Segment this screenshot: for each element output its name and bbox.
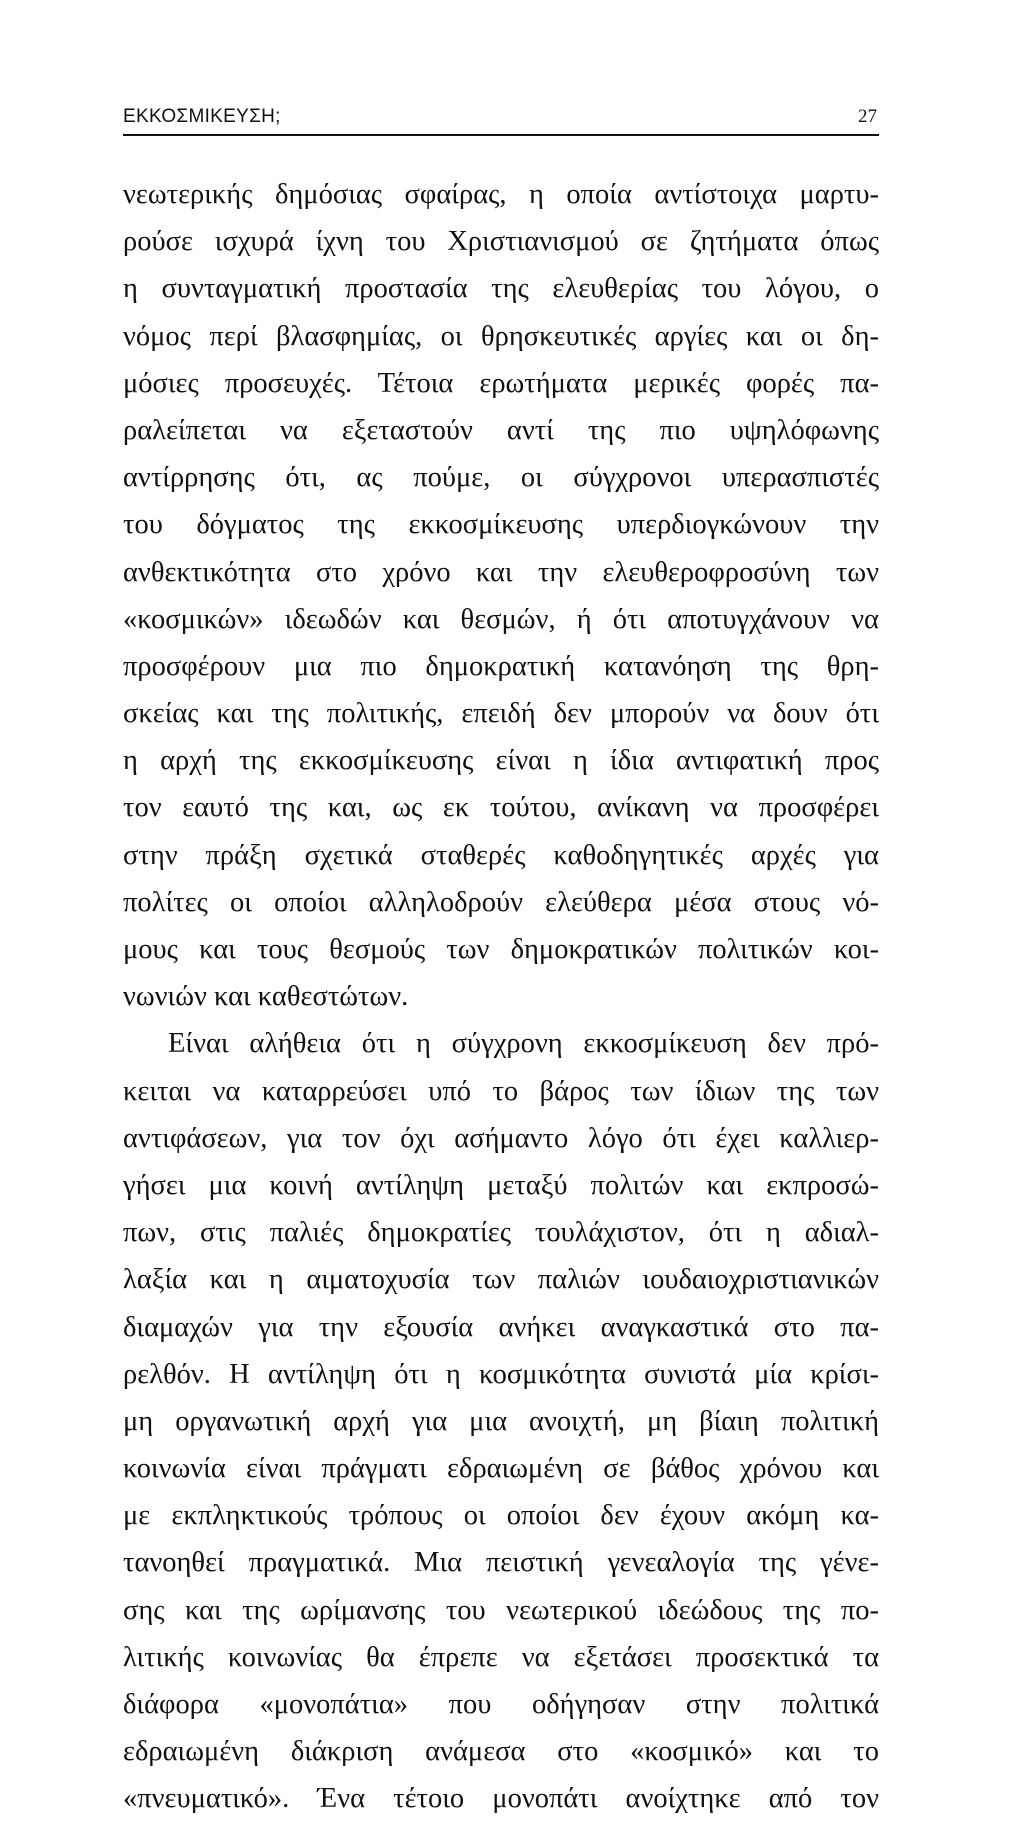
text-line: γήσει μια κοινή αντίληψη μεταξύ πολιτών και εκπροσώ- bbox=[123, 1169, 879, 1201]
text-line: διάφορα «μονοπάτια» που οδήγησαν στην πολιτικά bbox=[123, 1689, 879, 1720]
text-line: με εκπληκτικούς τρόπους οι οποίοι δεν έχουν ακόμη κα- bbox=[123, 1500, 879, 1532]
text-line: προσφέρουν μια πιο δημοκρατική κατανόηση της θρη- bbox=[123, 650, 879, 682]
paragraph bbox=[123, 171, 879, 1020]
text-line: νόμος περί βλασφημίας, οι θρησκευτικές αργίες και οι δη- bbox=[123, 320, 879, 352]
text-line: αντίρρησης ότι, ας πούμε, οι σύγχρονοι υπερασπιστές bbox=[123, 462, 879, 494]
paragraph bbox=[123, 1020, 879, 1822]
text-line: νεωτερικής δημόσιας σφαίρας, η οποία αντίστοιχα μαρτυ- bbox=[123, 179, 879, 210]
text-line: ρούσε ισχυρά ίχνη του Χριστιανισμού σε ζητήματα όπως bbox=[123, 226, 879, 258]
text-line: τον εαυτό της και, ως εκ τούτου, ανίκανη να προσφέρει bbox=[123, 792, 879, 824]
body-text bbox=[123, 171, 879, 1823]
text-line: στην πράξη σχετικά σταθερές καθοδηγητικές αρχές για bbox=[123, 839, 879, 871]
text-line: σης και της ωρίμανσης του νεωτερικού ιδεώδους της πο- bbox=[123, 1594, 879, 1626]
text-line: σκείας και της πολιτικής, επειδή δεν μπορούν να δουν ότι bbox=[123, 698, 879, 730]
text-line: πων, στις παλιές δημοκρατίες τουλάχιστον, ότι η αδιαλ- bbox=[123, 1217, 879, 1249]
text-line: Είναι αλήθεια ότι η σύγχρονη εκκοσμίκευση δεν πρό- bbox=[168, 1028, 879, 1060]
text-line: λιτικής κοινωνίας θα έπρεπε να εξετάσει προσεκτικά τα bbox=[123, 1641, 879, 1673]
running-header bbox=[123, 104, 879, 136]
text-line: ανθεκτικότητα στο χρόνο και την ελευθεροφροσύνη των bbox=[123, 556, 879, 588]
text-line: διαμαχών για την εξουσία ανήκει αναγκαστικά στο πα- bbox=[123, 1311, 879, 1343]
text-line: μόσιες προσευχές. Τέτοια ερωτήματα μερικές φορές πα- bbox=[123, 367, 879, 399]
text-line: λαξία και η αιματοχυσία των παλιών ιουδαιοχριστιανικών bbox=[123, 1264, 879, 1296]
text-line: ρελθόν. Η αντίληψη ότι η κοσμικότητα συνιστά μία κρίσι- bbox=[123, 1358, 879, 1390]
text-line: του δόγματος της εκκοσμίκευσης υπερδιογκώνουν την bbox=[123, 509, 879, 541]
text-line: τανοηθεί πραγματικά. Μια πειστική γενεαλογία της γένε- bbox=[123, 1547, 879, 1579]
text-line: ραλείπεται να εξεταστούν αντί της πιο υψηλόφωνης bbox=[123, 414, 879, 446]
text-line: η συνταγματική προστασία της ελευθερίας του λόγου, ο bbox=[123, 273, 879, 305]
text-line: νωνιών και καθεστώτων. bbox=[123, 981, 409, 1013]
text-line: μη οργανωτική αρχή για μια ανοιχτή, μη βίαιη πολιτική bbox=[123, 1405, 879, 1437]
text-line: «πνευματικό». Ένα τέτοιο μονοπάτι ανοίχτηκε από τον bbox=[123, 1783, 879, 1815]
page-number: 27 bbox=[858, 106, 877, 127]
text-line: η αρχή της εκκοσμίκευσης είναι η ίδια αντιφατική προς bbox=[123, 745, 879, 777]
text-line: μους και τους θεσμούς των δημοκρατικών πολιτικών κοι- bbox=[123, 934, 879, 965]
text-line: «κοσμικών» ιδεωδών και θεσμών, ή ότι αποτυγχάνουν να bbox=[123, 603, 879, 635]
text-line: αντιφάσεων, για τον όχι ασήμαντο λόγο ότι έχει καλλιερ- bbox=[123, 1122, 879, 1154]
text-line: κοινωνία είναι πράγματι εδραιωμένη σε βάθος χρόνου και bbox=[123, 1453, 879, 1485]
text-line: εδραιωμένη διάκριση ανάμεσα στο «κοσμικό» και το bbox=[123, 1736, 879, 1768]
text-line: πολίτες οι οποίοι αλληλοδρούν ελεύθερα μέσα στους νό- bbox=[123, 886, 879, 918]
chapter-title: ΕΚΚΟΣΜΙΚΕΥΣΗ; bbox=[123, 106, 281, 127]
text-line: κειται να καταρρεύσει υπό το βάρος των ίδιων της των bbox=[123, 1075, 879, 1107]
